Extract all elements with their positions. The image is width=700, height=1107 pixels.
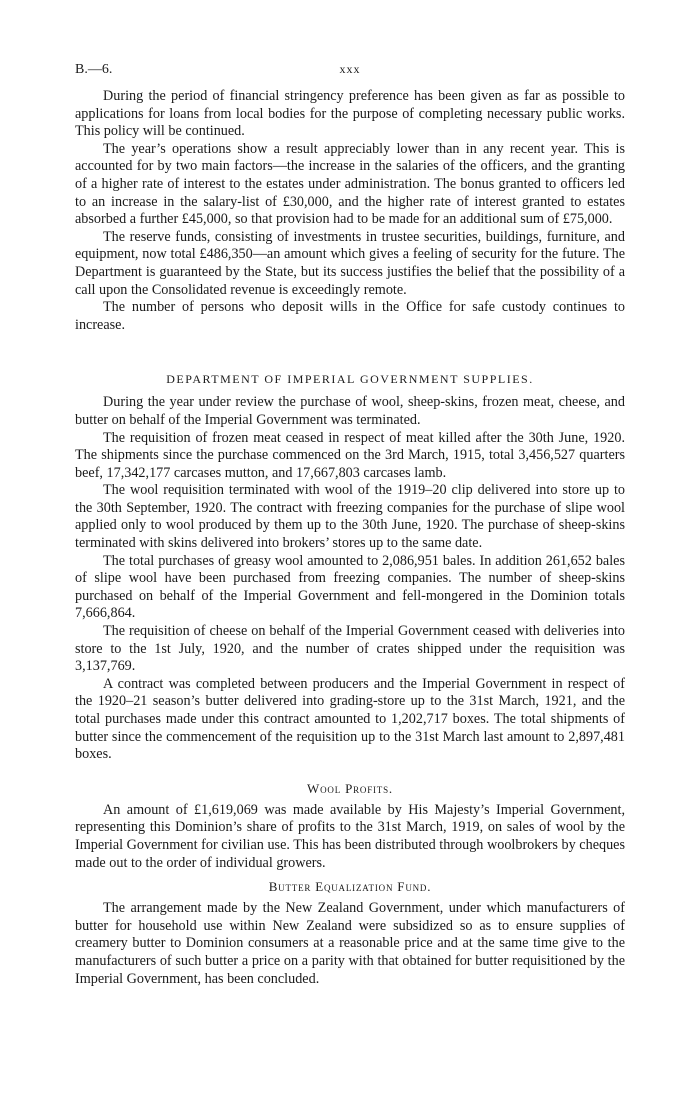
- section-heading: Wool Profits.: [307, 780, 393, 796]
- butter-equalization-section: [75, 878, 625, 988]
- paragraph: During the year under review the purchase of wool, sheep-skins, frozen meat, cheese, and butter on behalf of the Imperial Government was terminated.: [75, 394, 625, 428]
- paragraph: The requisition of cheese on behalf of the Imperial Government ceased with deliveries into store to the 1st July, 1920, and the number of crates shipped under the requisition was 3,137,769.: [75, 623, 625, 675]
- paragraph: The requisition of frozen meat ceased in respect of meat killed after the 30th June, 1920. The shipments since the purchase commenced on the 3rd March, 1915, total 3,456,527 quarters beef, 17,342,177 carcases mutton, and 17,667,803 carcases lamb.: [75, 429, 625, 481]
- paragraph: During the period of financial stringency preference has been given as far as possible to applications for loans from local bodies for the purpose of completing necessary public works. This policy will be continued.: [75, 88, 625, 140]
- paragraph: An amount of £1,619,069 was made available by His Majesty’s Imperial Government, representing this Dominion’s share of profits to the 31st March, 1919, on sales of wool by the Imperial Government for civilian use. This has been distributed through woolbrokers by cheques made out to the order of individual growers.: [75, 801, 625, 871]
- paragraph: The reserve funds, consisting of investments in trustee securities, buildings, furniture, and equipment, now total £486,350—an amount which gives a feeling of security for the future. The Department is guaranteed by the State, but its success justifies the belief that the possibility of a call upon the Consolidated revenue is exceedingly remote.: [75, 228, 625, 298]
- paragraph: A contract was completed between producers and the Imperial Government in respect of the 1920–21 season’s butter delivered into grading-store up to the 31st March, 1921, and the total purchases made under this contract amounted to 1,202,717 boxes. The total shipments of butter since the commencement of the requisition up to the 31st March last amount to 2,897,481 boxes.: [75, 675, 625, 763]
- wool-profits-section: [75, 780, 625, 872]
- paragraph: The wool requisition terminated with wool of the 1919–20 clip delivered into store up to the 30th September, 1920. The contract with freezing companies for the purchase of slipe wool applied only to wool produced by them up to the 30th June, 1920. The purchase of sheep-skins terminated with skins delivered into brokers’ stores up to the same date.: [75, 482, 625, 552]
- paragraph: The arrangement made by the New Zealand Government, under which manufacturers of butter for household use within New Zealand were subsidized so as to ensure supplies of creamery butter to Dominion consumers at a reasonable price and at the same time give to the manufacturers of such butter a price on a parity with that obtained for butter requisitioned by the Imperial Government, has been concluded.: [75, 900, 625, 987]
- paragraph: The number of persons who deposit wills in the Office for safe custody continues to increase.: [75, 299, 625, 333]
- page-number: xxx: [339, 62, 361, 76]
- document-reference: B.—6.: [75, 62, 113, 77]
- intro-section: [75, 88, 625, 334]
- section-heading: Butter Equalization Fund.: [268, 879, 432, 895]
- document-page: [75, 62, 625, 988]
- paragraph: The year’s operations show a result appreciably lower than in any recent year. This is accounted for by two main factors—the increase in the salaries of the officers, and the granting of a higher rate of interest to the estates under administration. The bonus granted to officers led to an increase in the salary-list of £30,000, and the higher rate of interest granted to estates absorbed a further £45,000, so that provision had to be made for an additional sum of £75,000.: [75, 140, 625, 228]
- imperial-supplies-section: [75, 370, 625, 763]
- page-header: [75, 62, 625, 88]
- paragraph: The total purchases of greasy wool amounted to 2,086,951 bales. In addition 261,652 bales of slipe wool have been purchased from freezing companies. The number of sheep-skins purchased on behalf of the Imperial Government and fell-mongered in the Dominion totals 7,666,864.: [75, 552, 625, 622]
- section-heading: DEPARTMENT OF IMPERIAL GOVERNMENT SUPPLIES.: [166, 372, 534, 387]
